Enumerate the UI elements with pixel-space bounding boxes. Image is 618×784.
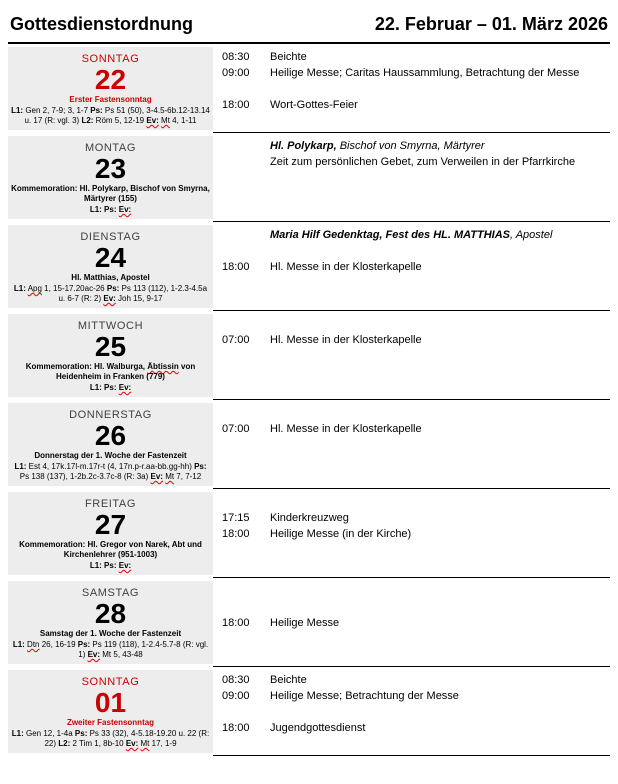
event-text <box>270 421 610 437</box>
feast-title <box>11 540 210 560</box>
text-segment: Heilige Messe; Caritas Haussammlung, Betrachtung der Messe <box>270 67 580 79</box>
schedule-line <box>222 65 610 81</box>
text-segment: Mt <box>165 472 175 481</box>
text-segment: 26, 16-19 <box>39 640 78 649</box>
feast-title <box>11 184 210 204</box>
day-liturgy <box>11 95 210 126</box>
time-label: 07:00 <box>222 334 250 346</box>
event-text <box>270 704 610 720</box>
text-segment: von Heidenheim in Franken (779) <box>56 362 196 381</box>
time-label: 09:00 <box>222 67 250 79</box>
text-segment: Jugendgottesdienst <box>270 722 366 734</box>
text-segment: Kommemoration: Hl. Polykarp, Bischof von Smyrna, Märtyrer (155) <box>11 184 210 203</box>
day-row <box>8 578 610 667</box>
event-text <box>270 49 610 65</box>
event-text <box>270 599 610 615</box>
schedule-line <box>222 421 610 437</box>
schedule-cell <box>213 400 610 489</box>
event-text <box>270 81 610 97</box>
text-segment: Ps 33 (32), 4-5.18-19.20 u. 22 (R: 22) <box>44 729 210 748</box>
feast-title <box>11 718 210 728</box>
event-text <box>270 526 610 542</box>
text-segment: Ps 113 (112), 1-2.3-4.5a u. 6-7 (R: 2) <box>58 284 208 303</box>
schedule-line <box>222 688 610 704</box>
schedule-line <box>222 259 610 275</box>
schedule-line <box>222 332 610 348</box>
day-cell <box>8 670 213 753</box>
day-header <box>11 320 210 361</box>
day-liturgy <box>11 184 210 215</box>
time-label: 18:00 <box>222 99 250 111</box>
day-name: MONTAG <box>84 142 137 154</box>
schedule-cell <box>213 222 610 311</box>
day-cell <box>8 225 213 308</box>
text-segment: Ev: <box>146 116 159 125</box>
readings-line <box>11 205 210 215</box>
time-label <box>222 494 270 510</box>
text-segment: 2 Tim 1, 8b-10 <box>70 739 126 748</box>
day-header <box>11 142 210 183</box>
day-number: 25 <box>94 331 127 362</box>
text-segment: Ev: <box>118 561 132 570</box>
text-segment: L1: <box>11 106 24 115</box>
text-segment: Hl. Messe in der Klosterkapelle <box>270 261 422 273</box>
day-number: 26 <box>94 420 127 451</box>
text-segment: Ev: <box>118 383 132 392</box>
schedule-cell <box>213 578 610 667</box>
schedule-table <box>8 44 610 756</box>
text-segment: Röm 5, 12-19 <box>93 116 147 125</box>
text-segment: Heilige Messe <box>270 617 340 629</box>
day-liturgy <box>11 362 210 393</box>
text-segment: Samstag der 1. Woche der Fastenzeit <box>39 629 182 638</box>
day-liturgy <box>11 718 210 749</box>
text-segment: Ps: <box>90 106 103 115</box>
day-liturgy <box>11 540 210 571</box>
time-label: 18:00 <box>222 261 250 273</box>
text-segment: Gen 12, 1-4a <box>23 729 75 738</box>
schedule-line <box>222 316 610 332</box>
document-header <box>8 0 610 44</box>
schedule-line <box>222 138 610 154</box>
event-text <box>270 720 610 736</box>
text-segment: 4, 1-11 <box>169 116 197 125</box>
schedule-cell <box>213 44 610 133</box>
day-cell <box>8 136 213 219</box>
text-segment: Gen 2, 7-9; 3, 1-7 <box>23 106 91 115</box>
day-row <box>8 667 610 756</box>
schedule-line <box>222 583 610 599</box>
text-segment: Erster Fastensonntag <box>69 95 152 104</box>
text-segment: Ev: <box>103 294 116 303</box>
text-segment: Ps: <box>77 640 91 649</box>
readings-line <box>11 383 210 393</box>
day-number: 22 <box>94 64 127 95</box>
text-segment: Hl. Messe in der Klosterkapelle <box>270 334 422 346</box>
time-label: 18:00 <box>222 617 250 629</box>
text-segment: Ps: <box>104 205 117 214</box>
day-name: MITTWOCH <box>77 320 144 332</box>
day-header <box>11 53 210 94</box>
event-text <box>270 688 610 704</box>
schedule-line <box>222 615 610 631</box>
time-label <box>222 81 270 97</box>
readings-line <box>11 106 210 126</box>
day-name: FREITAG <box>84 498 137 510</box>
text-segment: Äbtissin <box>147 362 179 371</box>
schedule-line <box>222 510 610 526</box>
day-row <box>8 311 610 400</box>
time-label: 17:15 <box>222 512 250 524</box>
text-segment: Hl. Messe in der Klosterkapelle <box>270 423 422 435</box>
time-label: 08:30 <box>222 674 250 686</box>
readings-line <box>11 729 210 749</box>
event-text <box>270 615 610 631</box>
text-segment: Mt 5, 43-48 <box>100 650 143 659</box>
day-name: DONNERSTAG <box>69 409 152 421</box>
event-text <box>270 259 610 275</box>
text-segment: Wort-Gottes-Feier <box>270 99 358 111</box>
event-text <box>270 243 610 259</box>
text-segment: Beichte <box>270 674 307 686</box>
text-segment: L2: <box>58 739 71 748</box>
day-number: 24 <box>94 242 127 273</box>
text-segment: 7, 7-12 <box>174 472 202 481</box>
text-segment: Ps: <box>74 729 88 738</box>
schedule-line <box>222 243 610 259</box>
text-segment: Ev: <box>118 205 132 214</box>
day-row <box>8 44 610 133</box>
text-segment: L1: <box>11 729 24 738</box>
text-segment: Dtn <box>27 640 40 649</box>
time-label <box>222 243 270 259</box>
day-row <box>8 222 610 311</box>
schedule-cell <box>213 133 610 222</box>
time-label: 07:00 <box>222 423 250 435</box>
time-label: 18:00 <box>222 528 250 540</box>
text-segment: , Apostel <box>510 229 553 241</box>
schedule-line <box>222 49 610 65</box>
feast-title <box>11 451 210 461</box>
text-segment: Zweiter Fastensonntag <box>66 718 155 727</box>
text-segment: L1: <box>89 205 102 214</box>
day-number: 28 <box>94 598 127 629</box>
day-cell <box>8 47 213 130</box>
page-title: Gottesdienstordnung <box>10 14 193 34</box>
event-text <box>270 494 610 510</box>
readings-line <box>11 561 210 571</box>
event-text <box>270 332 610 348</box>
schedule-line <box>222 672 610 688</box>
day-liturgy <box>11 451 210 482</box>
time-label <box>222 704 270 720</box>
text-segment: Ev: <box>150 472 163 481</box>
day-liturgy <box>11 629 210 660</box>
text-segment: Ps 119 (118), 1-2.4-5.7-8 (R: vgl. 1) <box>78 640 209 659</box>
day-header <box>11 231 210 272</box>
text-segment: Apg <box>27 284 42 293</box>
text-segment: Hl. Matthias, Apostel <box>71 273 150 282</box>
day-cell <box>8 581 213 664</box>
schedule-line <box>222 405 610 421</box>
readings-line <box>11 640 210 660</box>
text-segment: Kinderkreuzweg <box>270 512 349 524</box>
text-segment: Heilige Messe (in der Kirche) <box>270 528 412 540</box>
time-label <box>222 583 270 599</box>
text-segment: L1: <box>13 284 26 293</box>
day-header <box>11 409 210 450</box>
schedule-line <box>222 526 610 542</box>
day-header <box>11 676 210 717</box>
schedule-line <box>222 227 610 243</box>
event-text <box>270 672 610 688</box>
text-segment: 1, 15-17.20ac-26 <box>41 284 107 293</box>
text-segment: L1: <box>89 561 102 570</box>
text-segment: L1: <box>89 383 102 392</box>
text-segment: Ps: <box>194 462 207 471</box>
time-label <box>222 227 270 243</box>
day-cell <box>8 403 213 486</box>
text-segment: Kommemoration: Hl. Gregor von Narek, Abt und Kirchenlehrer (951-1003) <box>19 540 202 559</box>
text-segment: Est 4, 17k.17l-m.17r-t (4, 17n.p-r.aa-bb.gg-hh) <box>26 462 195 471</box>
event-text <box>270 405 610 421</box>
time-label <box>222 138 270 154</box>
text-segment: Ps: <box>106 284 120 293</box>
readings-line <box>11 462 210 482</box>
event-text <box>270 65 610 81</box>
text-segment: Donnerstag der 1. Woche der Fastenzeit <box>34 451 187 460</box>
text-segment: L1: <box>12 640 25 649</box>
feast-title <box>11 273 210 283</box>
time-label: 09:00 <box>222 690 250 702</box>
schedule-line <box>222 97 610 113</box>
day-cell <box>8 314 213 397</box>
text-segment: Heilige Messe; Betrachtung der Messe <box>270 690 459 702</box>
text-segment: Joh 15, 9-17 <box>115 294 163 303</box>
schedule-line <box>222 81 610 97</box>
day-header <box>11 498 210 539</box>
schedule-line <box>222 720 610 736</box>
text-segment: Mt <box>161 116 170 125</box>
event-text <box>270 154 610 170</box>
text-segment: Ev: <box>125 739 139 748</box>
text-segment: Ps: <box>104 561 117 570</box>
schedule-line <box>222 154 610 170</box>
readings-line <box>11 284 210 304</box>
feast-title <box>11 629 210 639</box>
day-number: 01 <box>94 687 127 718</box>
event-text <box>270 583 610 599</box>
date-range: 22. Februar – 01. März 2026 <box>374 14 608 34</box>
event-text <box>270 510 610 526</box>
schedule-line <box>222 704 610 720</box>
event-text <box>270 138 610 154</box>
day-number: 23 <box>94 153 127 184</box>
schedule-cell <box>213 311 610 400</box>
text-segment: L1: <box>14 462 27 471</box>
event-text <box>270 316 610 332</box>
text-segment: 17, 1-9 <box>149 739 177 748</box>
text-segment: Ev: <box>87 650 101 659</box>
day-number: 27 <box>94 509 127 540</box>
day-liturgy <box>11 273 210 304</box>
day-row <box>8 400 610 489</box>
text-segment: Hl. Polykarp, <box>270 140 337 152</box>
time-label: 08:30 <box>222 51 250 63</box>
text-segment: Ps 51 (50), 3-4.5-6b.12-13.14 u. 17 (R: vgl. 3) <box>24 106 210 125</box>
text-segment: L2: <box>81 116 94 125</box>
text-segment: Bischof von Smyrna, Märtyrer <box>336 140 485 152</box>
text-segment: Ps 138 (137), 1-2b.2c-3.7c-8 (R: 3a) <box>19 472 151 481</box>
schedule-line <box>222 494 610 510</box>
day-cell <box>8 492 213 575</box>
day-row <box>8 133 610 222</box>
time-label <box>222 154 270 170</box>
text-segment: Maria Hilf Gedenktag, Fest des HL. MATTHIAS <box>270 229 510 241</box>
day-name: DIENSTAG <box>80 231 141 243</box>
day-row <box>8 489 610 578</box>
schedule-cell <box>213 489 610 578</box>
schedule-line <box>222 599 610 615</box>
day-name: SONNTAG <box>81 676 140 688</box>
time-label: 18:00 <box>222 722 250 734</box>
event-text <box>270 227 610 243</box>
time-label <box>222 599 270 615</box>
text-segment: Mt <box>140 739 150 748</box>
event-text <box>270 97 610 113</box>
text-segment: Kommemoration: Hl. Walburga, <box>25 362 148 371</box>
time-label <box>222 405 270 421</box>
schedule-cell <box>213 667 610 756</box>
text-segment: Zeit zum persönlichen Gebet, zum Verweilen in der Pfarrkirche <box>270 156 576 168</box>
feast-title <box>11 95 210 105</box>
day-name: SAMSTAG <box>81 587 140 599</box>
day-name: SONNTAG <box>81 53 140 65</box>
feast-title <box>11 362 210 382</box>
day-header <box>11 587 210 628</box>
time-label <box>222 316 270 332</box>
text-segment: Beichte <box>270 51 307 63</box>
text-segment: Ps: <box>104 383 117 392</box>
